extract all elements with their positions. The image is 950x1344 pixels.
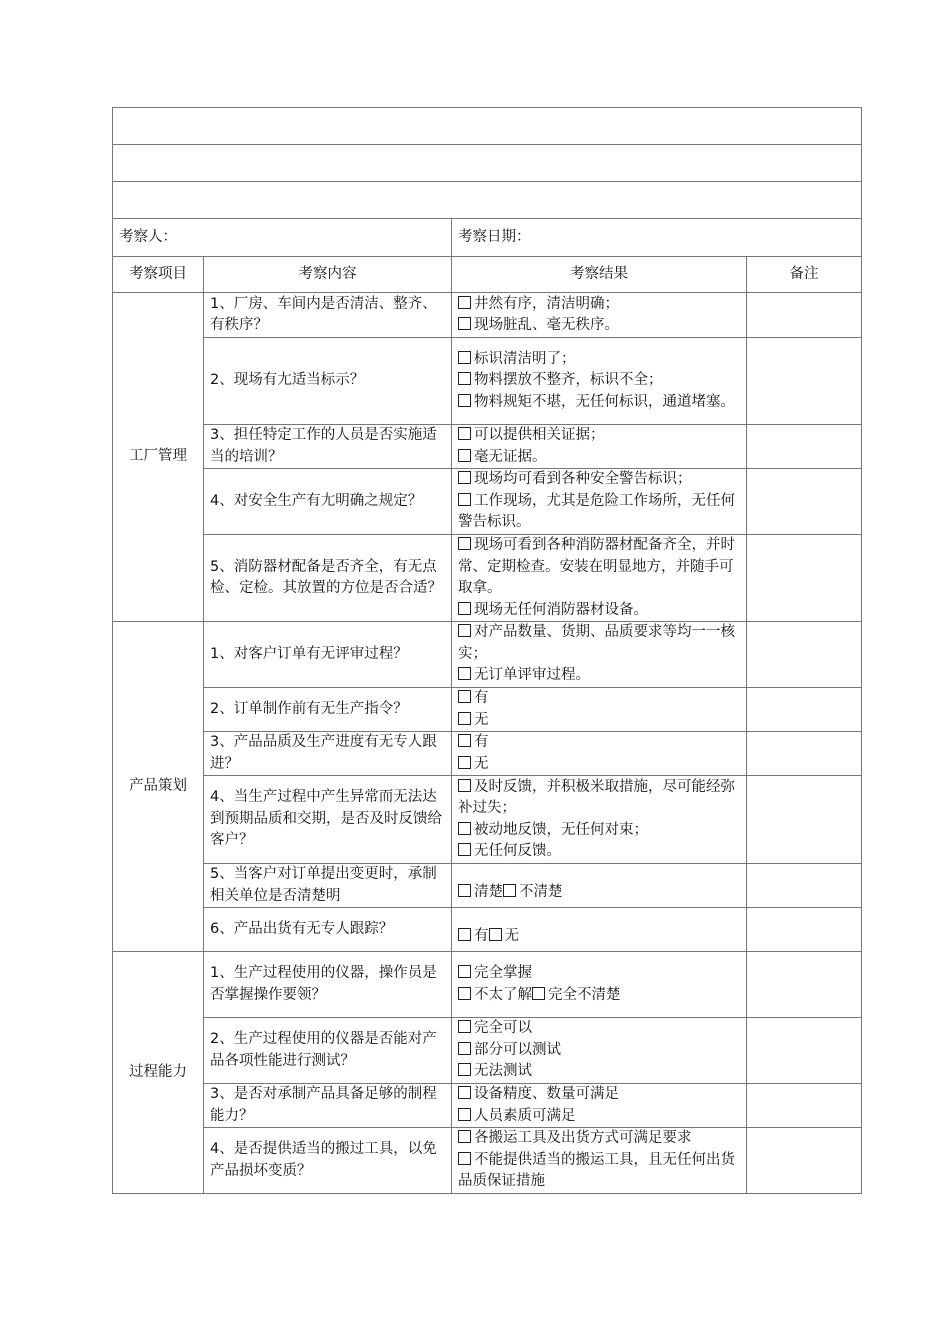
inspection-result [452, 293, 747, 338]
table-row [113, 622, 862, 688]
option-label: 无任何反馈。 [474, 843, 561, 859]
checkbox[interactable] [458, 537, 471, 550]
result-option[interactable] [458, 777, 740, 820]
table-row [113, 776, 862, 864]
checkbox[interactable] [532, 987, 545, 1000]
checkbox[interactable] [458, 884, 471, 897]
checkbox[interactable] [458, 822, 471, 835]
remark-cell[interactable] [747, 622, 862, 688]
option-label: 现场脏乱、毫无秩序。 [474, 317, 619, 333]
option-label: 各搬运工具及出货方式可满足要求 [474, 1130, 692, 1147]
col-header-result: 考察结果 [452, 257, 747, 293]
result-option[interactable] [458, 1150, 740, 1193]
inspection-content: 1、厂房、车间内是否清洁、整齐、有秩序？ [204, 293, 452, 338]
date-label: 考察日期： [458, 228, 531, 245]
table-row [113, 469, 862, 535]
checkbox[interactable] [458, 1042, 471, 1055]
result-option[interactable] [458, 370, 740, 392]
inspection-content: 2、现场有尢适当标示？ [204, 338, 452, 425]
table-row [113, 1084, 862, 1128]
col-header-remark: 备注 [747, 257, 862, 293]
result-option[interactable] [458, 349, 740, 371]
remark-cell[interactable] [747, 338, 862, 425]
table-row [113, 864, 862, 908]
checkbox[interactable] [458, 843, 471, 856]
table-row [113, 908, 862, 952]
option-label: 物料规矩不堪，无任何标识，通道堵塞。 [474, 393, 735, 410]
option-label: 有 [474, 734, 489, 750]
option-label: 无法测试 [474, 1063, 532, 1080]
inspection-result [452, 1128, 747, 1194]
col-header-item: 考察项目 [113, 257, 204, 293]
inspection-content: 5、当客户对订单提出变更时，承制相关单位是否清楚明 [204, 864, 452, 908]
remark-cell[interactable] [747, 1128, 862, 1194]
result-option[interactable] [458, 294, 740, 316]
checkbox[interactable] [458, 690, 471, 703]
option-label: 不太了解 [474, 986, 532, 1003]
remark-cell[interactable] [747, 908, 862, 952]
checkbox[interactable] [458, 667, 471, 680]
result-option[interactable] [458, 469, 740, 491]
checkbox[interactable] [458, 928, 471, 941]
option-label: 有 [474, 690, 489, 706]
checkbox[interactable] [458, 734, 471, 747]
result-option[interactable] [458, 535, 740, 600]
checkbox[interactable] [458, 449, 471, 462]
inspector-label: 考察人： [119, 228, 177, 245]
option-label: 可以提供相关证据； [474, 427, 605, 443]
checkbox[interactable] [458, 1086, 471, 1099]
inspection-result [452, 732, 747, 776]
result-option-group [458, 985, 740, 1007]
remark-cell[interactable] [747, 776, 862, 864]
checkbox[interactable] [458, 779, 471, 792]
option-label: 无 [474, 711, 489, 728]
table-row [113, 952, 862, 1018]
checkbox[interactable] [503, 884, 516, 897]
inspection-result [452, 1018, 747, 1084]
option-label: 标识清洁明了； [474, 350, 576, 367]
inspection-result [452, 469, 747, 535]
section-name: 过程能力 [113, 952, 204, 1194]
checkbox[interactable] [458, 712, 471, 725]
table-row [113, 293, 862, 338]
inspector-cell[interactable] [113, 219, 452, 257]
result-option[interactable] [458, 688, 740, 710]
inspection-form [112, 107, 862, 1194]
result-option[interactable] [458, 1106, 740, 1128]
inspection-result [452, 622, 747, 688]
option-label: 完全掌握 [474, 965, 532, 981]
remark-cell[interactable] [747, 293, 862, 338]
option-label: 现场无任何消防器材设备。 [474, 601, 648, 618]
remark-cell[interactable] [747, 469, 862, 535]
remark-cell[interactable] [747, 732, 862, 776]
option-label: 井然有序，清洁明确； [474, 295, 619, 312]
inspection-result [452, 1084, 747, 1128]
option-label: 工作现场，尤其是危险工作场所，无任何警告标识。 [458, 492, 735, 531]
checkbox[interactable] [458, 296, 471, 309]
inspection-content: 6、产品出货有无专人跟踪？ [204, 908, 452, 952]
option-label: 毫无证据。 [474, 448, 547, 465]
option-label: 不能提供适当的搬运工具，且无任何出货品质保证措施 [458, 1151, 735, 1190]
table-row [113, 688, 862, 732]
checkbox[interactable] [458, 1130, 471, 1143]
result-option-group [458, 882, 740, 904]
result-option[interactable] [458, 841, 740, 863]
option-label: 不清楚 [519, 883, 563, 900]
inspection-content: 4、对安全生产有尢明确之规定？ [204, 469, 452, 535]
result-option[interactable] [458, 1128, 740, 1150]
checkbox[interactable] [458, 1108, 471, 1121]
table-row [113, 338, 862, 425]
table-row [113, 1018, 862, 1084]
result-option[interactable] [458, 732, 740, 754]
result-option[interactable] [458, 447, 740, 469]
section-name: 工厂管理 [113, 293, 204, 622]
remark-cell[interactable] [747, 1084, 862, 1128]
checkbox[interactable] [458, 471, 471, 484]
checkbox[interactable] [458, 372, 471, 385]
result-option[interactable] [458, 963, 740, 985]
option-label: 现场均可看到各种安全警告标识； [474, 471, 692, 488]
result-option[interactable] [458, 315, 740, 337]
table-row [113, 732, 862, 776]
table-row [113, 535, 862, 622]
inspection-result [452, 952, 747, 1018]
blank-row [113, 108, 862, 145]
inspection-result [452, 688, 747, 732]
inspection-result [452, 535, 747, 622]
inspection-content: 4、当生产过程中产生异常而无法达到预期品质和交期，是否及时反馈给客户？ [204, 776, 452, 864]
checkbox[interactable] [458, 987, 471, 1000]
inspection-content: 4、是否提供适当的搬过工具，以免产品损坏变质？ [204, 1128, 452, 1194]
table-row [113, 1128, 862, 1194]
result-option[interactable] [458, 665, 740, 687]
checkbox[interactable] [458, 624, 471, 637]
result-option[interactable] [458, 425, 740, 447]
checkbox[interactable] [458, 1063, 471, 1076]
remark-cell[interactable] [747, 1018, 862, 1084]
remark-cell[interactable] [747, 952, 862, 1018]
checkbox[interactable] [458, 965, 471, 978]
result-option[interactable] [458, 754, 740, 776]
inspection-content: 3、担任特定工作的人员是否实施适当的培训？ [204, 425, 452, 469]
checkbox[interactable] [458, 351, 471, 364]
option-label: 设备精度、数量可满足 [474, 1086, 619, 1102]
date-cell[interactable] [452, 219, 862, 257]
inspection-result [452, 776, 747, 864]
checkbox[interactable] [458, 1020, 471, 1033]
option-label: 无订单评审过程。 [474, 667, 590, 684]
remark-cell[interactable] [747, 535, 862, 622]
checkbox[interactable] [458, 317, 471, 330]
option-label: 完全不清楚 [548, 986, 621, 1003]
table-row [113, 425, 862, 469]
result-option[interactable] [458, 710, 740, 732]
inspection-content: 2、生产过程使用的仪器是否能对产品各项性能进行测试？ [204, 1018, 452, 1084]
result-option[interactable] [458, 1040, 740, 1062]
checkbox[interactable] [458, 394, 471, 407]
checkbox[interactable] [458, 756, 471, 769]
col-header-content: 考察内容 [204, 257, 452, 293]
result-option[interactable] [458, 820, 740, 842]
checkbox[interactable] [458, 602, 471, 615]
result-option[interactable] [458, 600, 740, 622]
result-option[interactable] [458, 1061, 740, 1083]
option-label: 完全可以 [474, 1020, 532, 1037]
option-label: 无 [474, 755, 489, 772]
option-label: 现场可看到各种消防器材配备齐全，并时常、定期检查。安装在明显地方，并随手可取拿。 [458, 537, 735, 596]
option-label: 无 [504, 927, 519, 944]
option-label: 被动地反馈，无任何对束； [474, 821, 648, 838]
section-name: 产品策划 [113, 622, 204, 952]
result-option[interactable] [458, 622, 740, 665]
remark-cell[interactable] [747, 688, 862, 732]
checkbox[interactable] [458, 1152, 471, 1165]
inspection-content: 1、生产过程使用的仪器，操作员是否掌握操作要领？ [204, 952, 452, 1018]
inspection-result [452, 338, 747, 425]
checkbox[interactable] [489, 928, 502, 941]
inspection-result [452, 864, 747, 908]
inspection-result [452, 425, 747, 469]
result-option[interactable] [458, 1084, 740, 1106]
inspection-content: 2、订单制作前有无生产指令？ [204, 688, 452, 732]
inspection-content: 3、产品品质及生产进度有无专人跟进？ [204, 732, 452, 776]
option-label: 清楚 [474, 883, 503, 900]
inspection-result [452, 908, 747, 952]
option-label: 有 [474, 927, 489, 944]
checkbox[interactable] [458, 427, 471, 440]
option-label: 对产品数量、货期、品质要求等均一一核实； [458, 624, 735, 662]
option-label: 物料摆放不整齐，标识不全； [474, 372, 663, 389]
result-option[interactable] [458, 491, 740, 534]
inspection-content: 1、对客户订单有无评审过程？ [204, 622, 452, 688]
blank-row [113, 182, 862, 219]
option-label: 及时反馈，并积极米取措施，尽可能经弥补过失； [458, 778, 735, 816]
option-label: 人员素质可满足 [474, 1107, 576, 1124]
option-label: 部分可以测试 [474, 1041, 561, 1058]
result-option-group [458, 926, 740, 948]
checkbox[interactable] [458, 493, 471, 506]
blank-row [113, 145, 862, 182]
remark-cell[interactable] [747, 425, 862, 469]
remark-cell[interactable] [747, 864, 862, 908]
result-option[interactable] [458, 392, 740, 414]
result-option[interactable] [458, 1018, 740, 1040]
inspection-content: 5、消防器材配备是否齐全，有无点检、定检。其放置的方位是否合适？ [204, 535, 452, 622]
inspection-content: 3、是否对承制产品具备足够的制程能力？ [204, 1084, 452, 1128]
